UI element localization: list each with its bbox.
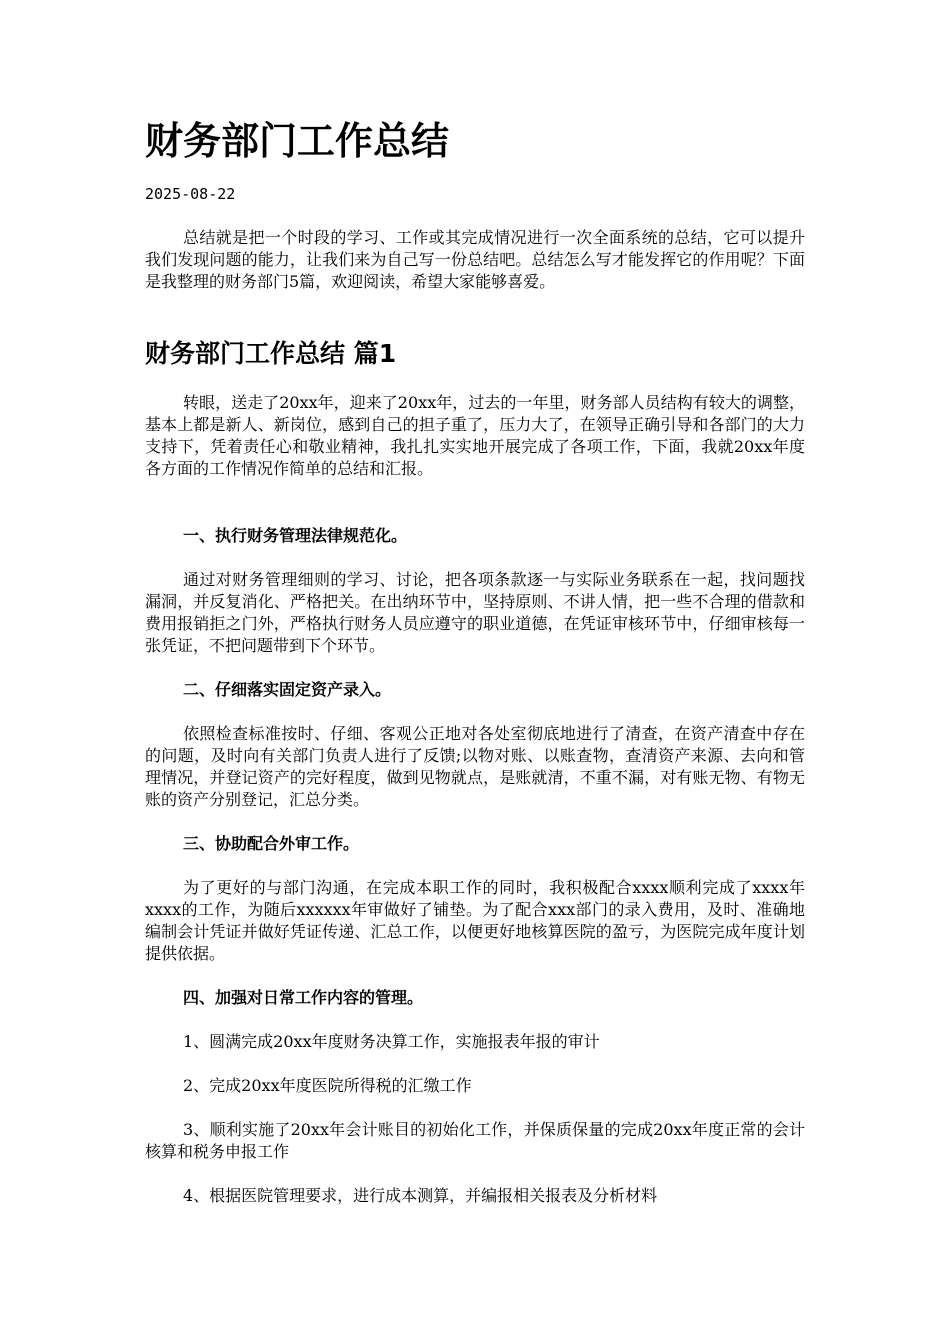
paragraph-3: 为了更好的与部门沟通，在完成本职工作的同时，我积极配合xxxx顺利完成了xxxx年xxxx的工作，为随后xxxxxx年审做好了铺垫。为了配合xxx部门的录入费用，及时、准确地编制会计凭证并做好凭证传递、汇总工作，以便更好地核算医院的盈亏，为医院完成年度计划提供依据。 bbox=[145, 878, 805, 963]
subheading-3: 三、协助配合外审工作。 bbox=[183, 834, 360, 853]
subheading-4: 四、加强对日常工作内容的管理。 bbox=[183, 988, 424, 1007]
list-item-1: 1、圆满完成20xx年度财务决算工作，实施报表年报的审计 bbox=[183, 1032, 600, 1051]
list-item-4: 4、根据医院管理要求，进行成本测算，并编报相关报表及分析材料 bbox=[183, 1186, 658, 1205]
list-item-2: 2、完成20xx年度医院所得税的汇缴工作 bbox=[183, 1076, 472, 1095]
paragraph-1: 通过对财务管理细则的学习、讨论，把各项条款逐一与实际业务联系在一起，找问题找漏洞，并反复消化、严格把关。在出纳环节中，坚持原则、不讲人情，把一些不合理的借款和费用报销拒之门外，严格执行财务人员应遵守的职业道德，在凭证审核环节中，仔细审核每一张凭证，不把问题带到下个环节。 bbox=[145, 570, 805, 655]
document-title: 财务部门工作总结 bbox=[145, 119, 450, 163]
section-title: 财务部门工作总结 篇1 bbox=[145, 339, 397, 368]
opening-paragraph: 转眼，送走了20xx年，迎来了20xx年，过去的一年里，财务部人员结构有较大的调整，基本上都是新人、新岗位，感到自己的担子重了，压力大了，在领导正确引导和各部门的大力支持下，凭着责任心和敬业精神，我扎扎实实地开展完成了各项工作，下面，我就20xx年度各方面的工作情况作简单的总结和汇报。 bbox=[145, 393, 805, 478]
intro-paragraph: 总结就是把一个时段的学习、工作或其完成情况进行一次全面系统的总结，它可以提升我们发现问题的能力，让我们来为自己写一份总结吧。总结怎么写才能发挥它的作用呢？下面是我整理的财务部门5篇，欢迎阅读，希望大家能够喜爱。 bbox=[145, 228, 805, 291]
list-item-3: 3、顺利实施了20xx年会计账目的初始化工作，并保质保量的完成20xx年度正常的会计核算和税务申报工作 bbox=[145, 1120, 805, 1161]
subheading-1: 一、执行财务管理法律规范化。 bbox=[183, 526, 408, 545]
subheading-2: 二、仔细落实固定资产录入。 bbox=[183, 680, 392, 699]
document-date: 2025-08-22 bbox=[145, 185, 236, 203]
paragraph-2: 依照检查标准按时、仔细、客观公正地对各处室彻底地进行了清查，在资产清查中存在的问题，及时向有关部门负责人进行了反馈;以物对账、以账查物，查清资产来源、去向和管理情况，并登记资产的完好程度，做到见物就点，是账就清，不重不漏，对有账无物、有物无账的资产分别登记，汇总分类。 bbox=[145, 724, 805, 809]
